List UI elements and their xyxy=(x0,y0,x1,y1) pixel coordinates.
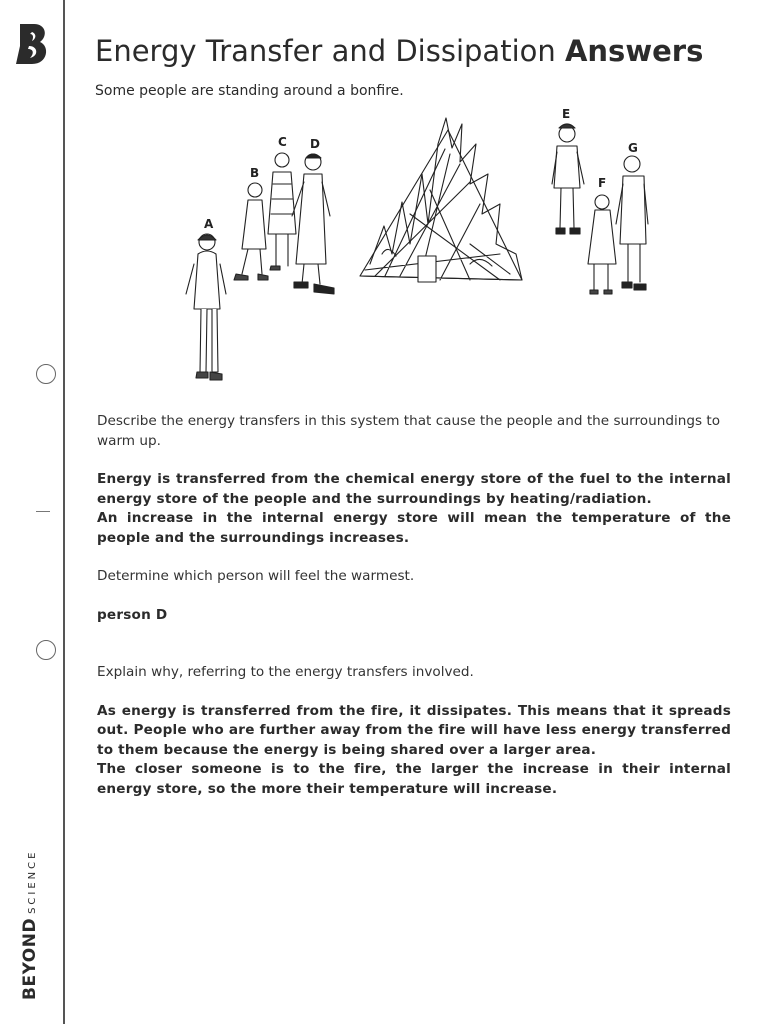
person-c xyxy=(268,153,296,270)
answer-1-line-1: Energy is transferred from the chemical energy store of the fuel to the internal energy store of the people and the surroundings by heating/radiation. xyxy=(97,471,731,507)
answer-3-line-1: As energy is transferred from the fire, it dissipates. This means that it spreads out. People who are further away from the fire will have less energy transferred to them because the energy is being shared over a larger area. xyxy=(97,702,731,758)
figure-label-g: G xyxy=(628,141,638,155)
title-bold: Answers xyxy=(564,34,704,68)
intro-text: Some people are standing around a bonfire. xyxy=(95,83,404,99)
figure-label-a: A xyxy=(204,217,214,231)
figure-label-e: E xyxy=(562,107,571,121)
question-3: Explain why, referring to the energy transfers involved. xyxy=(97,664,474,680)
brand-sub: SCIENCE xyxy=(27,849,38,914)
qa-content xyxy=(97,412,731,799)
punch-hole xyxy=(36,364,56,384)
figure-label-c: C xyxy=(278,135,287,149)
figure-label-f: F xyxy=(598,176,607,190)
fold-mark xyxy=(36,511,50,512)
punch-hole xyxy=(36,640,56,660)
person-e xyxy=(552,124,584,234)
page-title xyxy=(95,34,703,68)
person-b xyxy=(234,183,268,280)
bonfire xyxy=(360,118,522,282)
person-a xyxy=(186,234,226,380)
answer-1-line-2: An increase in the internal energy store will mean the temperature of the people and the surroundings increases. xyxy=(97,510,731,546)
brand-main: BEYOND xyxy=(20,917,40,1000)
person-f xyxy=(588,195,616,294)
margin-line xyxy=(63,0,65,1024)
brand-wordmark xyxy=(20,850,40,1000)
beyond-logo-icon xyxy=(14,22,52,66)
title-regular: Energy Transfer and Dissipation xyxy=(95,34,556,68)
bonfire-illustration xyxy=(170,104,660,394)
question-1: Describe the energy transfers in this system that cause the people and the surroundings to warm up. xyxy=(97,413,721,449)
question-2: Determine which person will feel the warmest. xyxy=(97,568,415,584)
person-g xyxy=(616,156,648,290)
person-d xyxy=(292,154,334,294)
figure-label-d: D xyxy=(310,137,320,151)
answer-3-line-2: The closer someone is to the fire, the larger the increase in their internal energy store, so the more their temperature will increase. xyxy=(97,761,731,797)
figure-label-b: B xyxy=(250,166,260,180)
answer-2: person D xyxy=(97,606,168,623)
